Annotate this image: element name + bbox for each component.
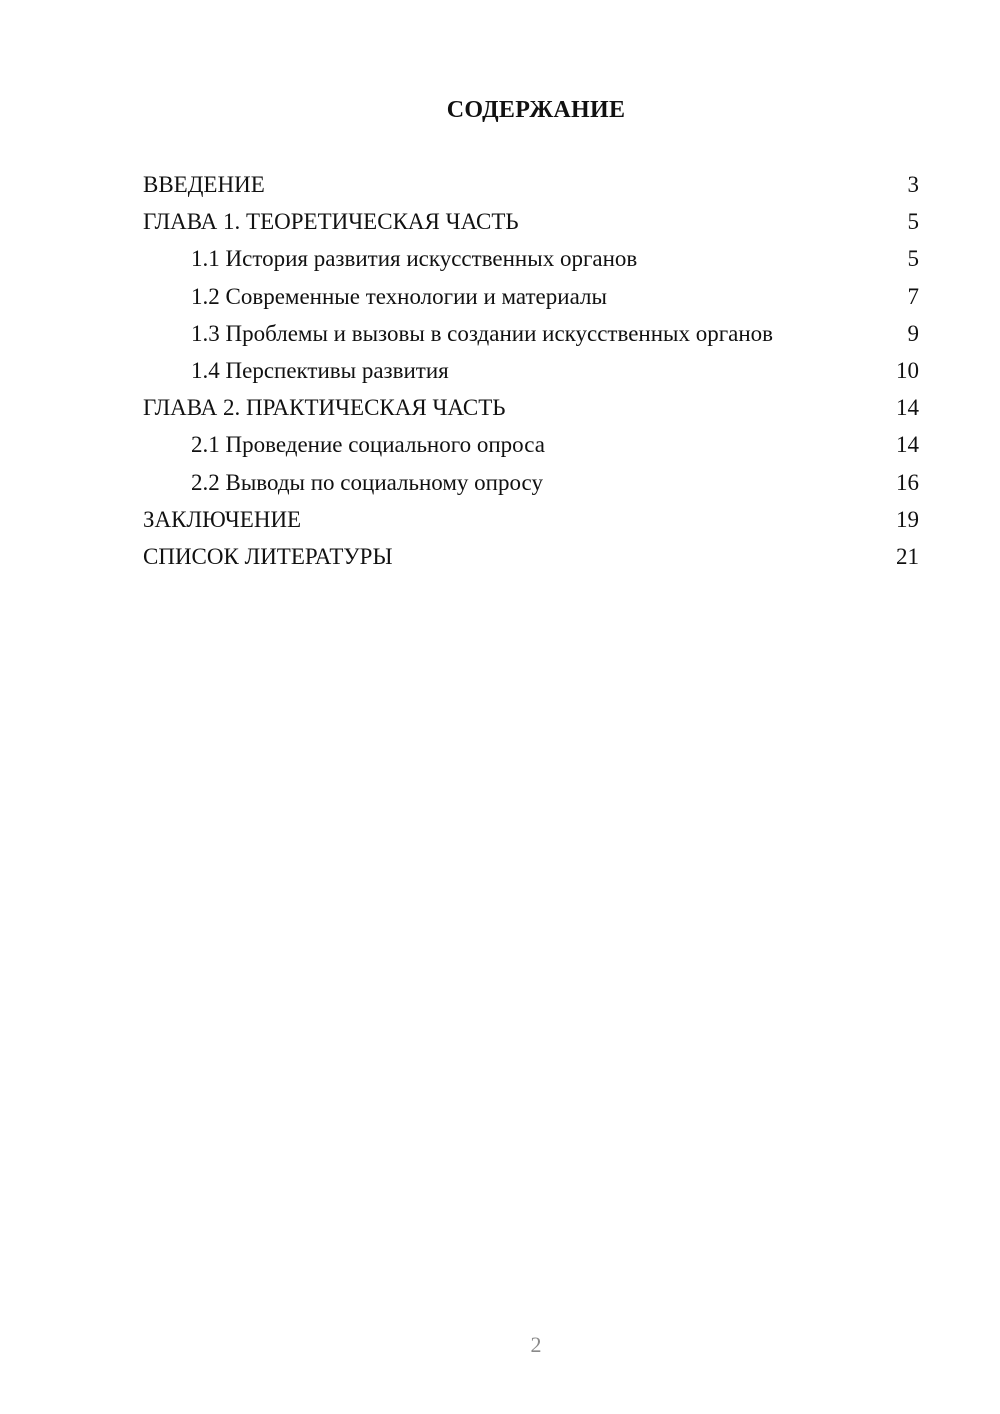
toc-entry-conclusion[interactable] (143, 501, 919, 538)
toc-entry-section-1-3[interactable] (143, 315, 919, 352)
toc-entry-label: ВВЕДЕНИЕ (143, 172, 265, 197)
toc-entry-label: 1.3 Проблемы и вызовы в создании искусственных органов (191, 320, 774, 346)
toc-entry-section-1-2[interactable] (143, 278, 919, 315)
toc-entry-page: 14 (896, 395, 919, 421)
toc-entry-page: 3 (907, 172, 919, 197)
page-number: 2 (530, 1332, 542, 1357)
toc-entry-page: 19 (896, 506, 919, 532)
toc-entry-section-2-2[interactable] (143, 464, 919, 501)
toc-entry-label: 1.1 История развития искусственных органов (191, 246, 638, 272)
toc-entry-introduction[interactable] (143, 166, 919, 203)
toc-entry-page: 16 (896, 469, 919, 495)
toc-entry-page: 5 (907, 246, 919, 272)
toc-entry-label: СПИСОК ЛИТЕРАТУРЫ (143, 543, 393, 569)
toc-entry-label: 1.4 Перспективы развития (191, 357, 449, 383)
toc-entry-label: ГЛАВА 1. ТЕОРЕТИЧЕСКАЯ ЧАСТЬ (143, 209, 519, 235)
toc-entry-page: 9 (907, 320, 919, 346)
table-of-contents (143, 166, 919, 575)
toc-entry-chapter-1[interactable] (143, 203, 919, 240)
toc-entry-label: ГЛАВА 2. ПРАКТИЧЕСКАЯ ЧАСТЬ (143, 395, 506, 421)
toc-title: СОДЕРЖАНИЕ (446, 97, 626, 123)
toc-entry-page: 7 (907, 283, 919, 309)
toc-entry-label: 2.2 Выводы по социальному опросу (191, 469, 543, 495)
toc-entry-section-1-1[interactable] (143, 240, 919, 277)
toc-entry-label: ЗАКЛЮЧЕНИЕ (143, 506, 302, 532)
toc-entry-references[interactable] (143, 538, 919, 575)
toc-entry-page: 10 (896, 357, 919, 383)
toc-entry-page: 5 (907, 209, 919, 235)
toc-entry-section-2-1[interactable] (143, 426, 919, 463)
toc-entry-label: 2.1 Проведение социального опроса (191, 432, 545, 458)
toc-entry-page: 21 (896, 543, 919, 569)
toc-entry-label: 1.2 Современные технологии и материалы (191, 283, 607, 309)
toc-entry-section-1-4[interactable] (143, 352, 919, 389)
toc-entry-page: 14 (896, 432, 919, 458)
toc-entry-chapter-2[interactable] (143, 389, 919, 426)
